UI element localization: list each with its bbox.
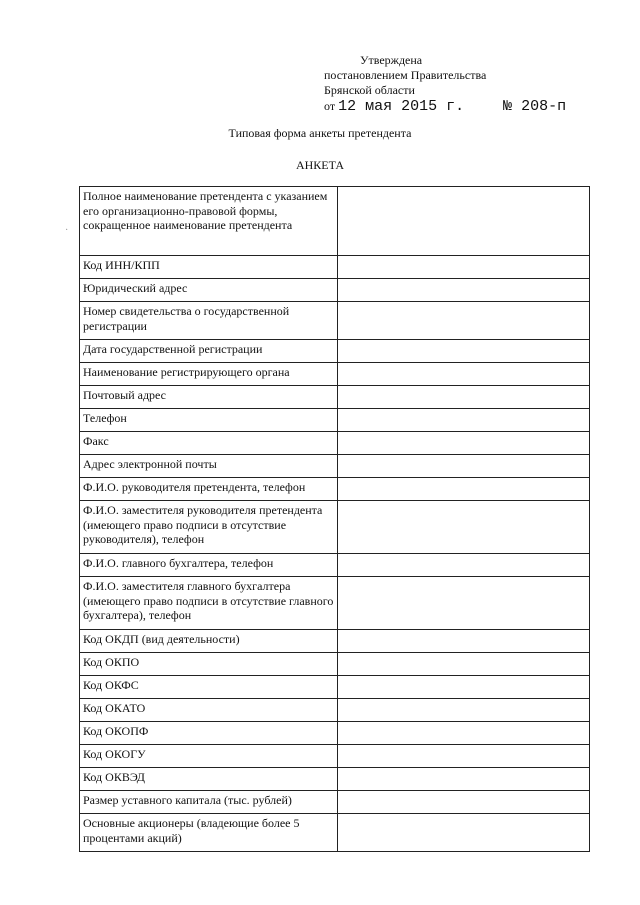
field-label: Основные акционеры (владеющие более 5 процентами акций)	[80, 814, 338, 852]
field-label: Полное наименование претендента с указанием его организационно-правовой формы, сокращенное наименование претендента	[80, 187, 338, 256]
table-row	[80, 630, 590, 653]
table-row	[80, 554, 590, 577]
field-label: Ф.И.О. руководителя претендента, телефон	[80, 478, 338, 501]
field-value-cell[interactable]	[338, 279, 590, 302]
field-label: Код ОКОПФ	[80, 722, 338, 745]
field-value-cell[interactable]	[338, 699, 590, 722]
field-label: Телефон	[80, 409, 338, 432]
approval-date-line	[324, 98, 567, 115]
field-label: Факс	[80, 432, 338, 455]
table-row	[80, 302, 590, 340]
table-row	[80, 814, 590, 852]
field-label: Код ИНН/КПП	[80, 256, 338, 279]
table-row	[80, 386, 590, 409]
table-row	[80, 455, 590, 478]
table-row	[80, 676, 590, 699]
field-value-cell[interactable]	[338, 432, 590, 455]
table-row	[80, 791, 590, 814]
table-row	[80, 722, 590, 745]
field-label: Код ОКАТО	[80, 699, 338, 722]
field-value-cell[interactable]	[338, 577, 590, 630]
table-row	[80, 187, 590, 256]
field-value-cell[interactable]	[338, 478, 590, 501]
table-row	[80, 501, 590, 554]
field-value-cell[interactable]	[338, 768, 590, 791]
table-row	[80, 256, 590, 279]
field-value-cell[interactable]	[338, 302, 590, 340]
field-label: Код ОКПО	[80, 653, 338, 676]
field-value-cell[interactable]	[338, 791, 590, 814]
field-label: Адрес электронной почты	[80, 455, 338, 478]
margin-mark: ·	[65, 225, 69, 236]
field-value-cell[interactable]	[338, 653, 590, 676]
field-value-cell[interactable]	[338, 501, 590, 554]
field-value-cell[interactable]	[338, 455, 590, 478]
field-value-cell[interactable]	[338, 554, 590, 577]
field-label: Ф.И.О. главного бухгалтера, телефон	[80, 554, 338, 577]
field-value-cell[interactable]	[338, 256, 590, 279]
approval-region: Брянской области	[324, 83, 415, 97]
field-value-cell[interactable]	[338, 676, 590, 699]
field-value-cell[interactable]	[338, 722, 590, 745]
field-label: Почтовый адрес	[80, 386, 338, 409]
field-value-cell[interactable]	[338, 630, 590, 653]
approval-block	[324, 53, 567, 115]
table-row	[80, 653, 590, 676]
approval-number: № 208-п	[503, 98, 567, 115]
field-label: Код ОКОГУ	[80, 745, 338, 768]
table-row	[80, 768, 590, 791]
field-value-cell[interactable]	[338, 814, 590, 852]
form-subtitle: Типовая форма анкеты претендента	[228, 126, 412, 140]
approval-date: 12 мая 2015 г.	[338, 98, 465, 115]
field-value-cell[interactable]	[338, 340, 590, 363]
applicant-form-table	[79, 186, 590, 852]
field-value-cell[interactable]	[338, 745, 590, 768]
table-row	[80, 432, 590, 455]
field-label: Код ОКФС	[80, 676, 338, 699]
field-value-cell[interactable]	[338, 386, 590, 409]
field-label: Код ОКВЭД	[80, 768, 338, 791]
field-label: Номер свидетельства о государственной регистрации	[80, 302, 338, 340]
table-row	[80, 699, 590, 722]
field-value-cell[interactable]	[338, 363, 590, 386]
field-label: Ф.И.О. заместителя руководителя претендента (имеющего право подписи в отсутствие руководителя), телефон	[80, 501, 338, 554]
field-label: Юридический адрес	[80, 279, 338, 302]
field-label: Размер уставного капитала (тыс. рублей)	[80, 791, 338, 814]
table-row	[80, 409, 590, 432]
approval-title: Утверждена	[360, 53, 423, 67]
table-row	[80, 745, 590, 768]
approval-date-prefix: от	[324, 99, 336, 113]
table-row	[80, 363, 590, 386]
field-label: Ф.И.О. заместителя главного бухгалтера (имеющего право подписи в отсутствие главного бухгалтера), телефон	[80, 577, 338, 630]
approval-decree: постановлением Правительства	[324, 68, 487, 82]
table-row	[80, 478, 590, 501]
form-heading: АНКЕТА	[295, 158, 345, 172]
table-row	[80, 577, 590, 630]
table-row	[80, 279, 590, 302]
field-value-cell[interactable]	[338, 409, 590, 432]
field-value-cell[interactable]	[338, 187, 590, 256]
table-row	[80, 340, 590, 363]
field-label: Наименование регистрирующего органа	[80, 363, 338, 386]
field-label: Код ОКДП (вид деятельности)	[80, 630, 338, 653]
field-label: Дата государственной регистрации	[80, 340, 338, 363]
